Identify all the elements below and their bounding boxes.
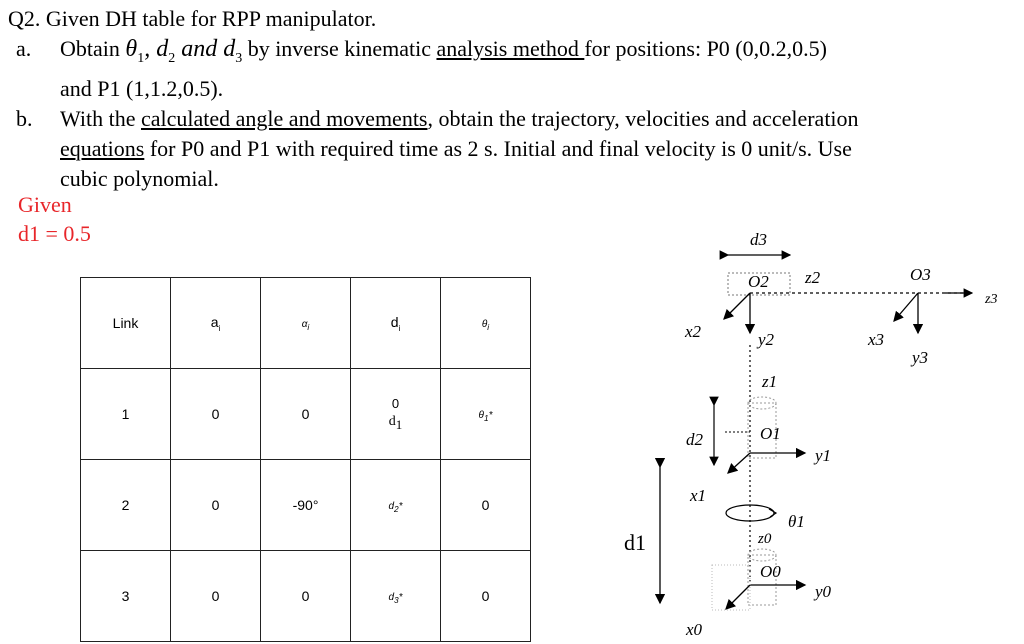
table-row xyxy=(81,369,531,460)
part-a-line2: and P1 (1,1.2,0.5). xyxy=(60,75,224,101)
cell: 0 xyxy=(261,369,351,460)
table-header-row xyxy=(81,278,531,369)
given-title: Given xyxy=(18,192,72,217)
header-ai: $a_i$ xyxy=(171,278,261,369)
part-b-prefix: With the xyxy=(60,105,136,131)
table-row xyxy=(81,460,531,551)
label-z3: z3 xyxy=(985,292,998,307)
label-x0: x0 xyxy=(686,620,703,639)
part-a-prefix: Obtain xyxy=(60,36,120,61)
x0-arrow xyxy=(726,585,750,609)
header-link: Link xyxy=(81,278,171,369)
header-di: $d_i$ xyxy=(351,278,441,369)
label-d2: d2 xyxy=(686,430,703,449)
given-block xyxy=(18,190,91,248)
x2-arrow xyxy=(724,293,750,319)
part-a-math: $\theta_1$, $d_2$ and $d_3$ xyxy=(125,36,243,66)
label-x3: x3 xyxy=(868,330,885,349)
part-b xyxy=(8,104,1018,194)
table-row xyxy=(81,551,531,642)
label-y0: y0 xyxy=(815,582,832,601)
theta1-rotation xyxy=(726,505,774,521)
cell-d2: $d_2*$ xyxy=(351,460,441,551)
label-y1: y1 xyxy=(815,446,832,465)
part-b-middle: , obtain the trajectory, velocities and acceleration xyxy=(427,105,859,131)
x3-arrow xyxy=(894,293,918,321)
part-b-line3: cubic polynomial. xyxy=(60,165,219,191)
label-d3: d3 xyxy=(750,230,767,249)
given-d1: d1 = 0.5 xyxy=(18,221,91,246)
cell-d3: $d_3*$ xyxy=(351,551,441,642)
question-block xyxy=(8,4,1018,194)
part-b-label: b. xyxy=(16,105,33,131)
label-y3: y3 xyxy=(912,348,929,367)
cell: 2 xyxy=(81,460,171,551)
cell: 0 xyxy=(171,551,261,642)
part-b-underlined1: calculated angle and movements xyxy=(141,105,428,131)
cell: -90° xyxy=(261,460,351,551)
header-alpha: $\alpha_i$ xyxy=(261,278,351,369)
header-theta: $\theta_i$ xyxy=(441,278,531,369)
part-a-middle: by inverse kinematic xyxy=(247,36,431,61)
label-theta1: θ1 xyxy=(788,512,805,531)
label-z1: z1 xyxy=(762,372,778,391)
label-x1: x1 xyxy=(690,486,707,505)
rpp-frame-diagram xyxy=(600,225,1020,640)
label-x2: x2 xyxy=(685,322,702,341)
cell: 0 xyxy=(171,460,261,551)
cell-theta1: $\theta_1*$ xyxy=(441,369,531,460)
cell-d1: 0 $d_1$ xyxy=(351,369,441,460)
part-a-label: a. xyxy=(16,36,32,61)
part-a-suffix: for positions: P0 (0,0.2,0.5) xyxy=(584,36,827,61)
part-a xyxy=(8,34,1018,104)
cell: 3 xyxy=(81,551,171,642)
part-b-underlined2: equations xyxy=(60,135,145,161)
part-a-underlined: analysis method xyxy=(436,36,585,61)
cell: 0 xyxy=(261,551,351,642)
label-z0: z0 xyxy=(758,531,772,547)
cell: 0 xyxy=(441,460,531,551)
cell: 1 xyxy=(81,369,171,460)
part-b-rest: for P0 and P1 with required time as 2 s. Initial and final velocity is 0 unit/s. Use xyxy=(144,135,852,161)
label-z2: z2 xyxy=(805,268,821,287)
x1-arrow xyxy=(728,453,750,473)
cell: 0 xyxy=(441,551,531,642)
label-y2: y2 xyxy=(758,330,775,349)
label-O3: O3 xyxy=(910,265,931,284)
label-d1: d1 xyxy=(624,530,646,555)
question-title: Q2. Given DH table for RPP manipulator. xyxy=(8,6,377,31)
dh-table xyxy=(80,277,531,642)
label-O0: O0 xyxy=(760,562,781,581)
cell: 0 xyxy=(171,369,261,460)
label-O2: O2 xyxy=(748,272,769,291)
label-O1: O1 xyxy=(760,424,781,443)
